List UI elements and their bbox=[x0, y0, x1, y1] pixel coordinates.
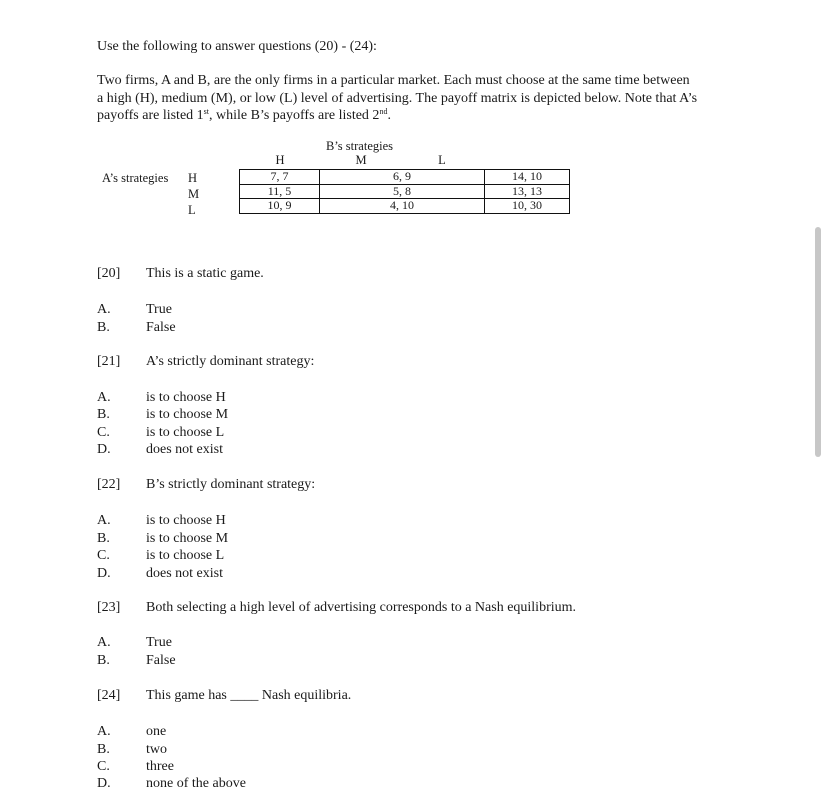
instructions: Use the following to answer questions (20) - (24): bbox=[97, 39, 377, 54]
question-number: [24] bbox=[97, 688, 121, 703]
matrix-cell: 11, 5 bbox=[240, 184, 320, 199]
question-stem: A’s strictly dominant strategy: bbox=[146, 354, 315, 369]
vertical-scrollbar[interactable] bbox=[815, 227, 821, 457]
matrix-row-m bbox=[240, 184, 570, 199]
row-label-m: M bbox=[188, 187, 200, 201]
row-label-l: L bbox=[188, 203, 196, 217]
question-number: [23] bbox=[97, 600, 121, 615]
matrix-cell: 5, 8 bbox=[320, 184, 485, 199]
matrix-cell: 4, 10 bbox=[320, 199, 485, 214]
matrix-cell: 10, 30 bbox=[485, 199, 570, 214]
matrix-cell: 7, 7 bbox=[240, 170, 320, 185]
scenario-line-2: a high (H), medium (M), or low (L) level of advertising. The payoff matrix is depicted below. Note that A’s bbox=[97, 90, 698, 106]
col-player-label: B’s strategies bbox=[326, 139, 394, 153]
col-label-h: H bbox=[275, 153, 285, 167]
question-number: [21] bbox=[97, 354, 121, 369]
scenario-line-3: payoffs are listed 1st, while B’s payoffs are listed 2nd. bbox=[97, 107, 391, 123]
question-number: [22] bbox=[97, 477, 121, 492]
matrix-row-l bbox=[240, 199, 570, 214]
scenario-line-1: Two firms, A and B, are the only firms in a particular market. Each must choose at the same time between bbox=[97, 73, 690, 88]
question-stem: Both selecting a high level of advertising corresponds to a Nash equilibrium. bbox=[146, 600, 577, 615]
col-label-m: M bbox=[355, 153, 367, 167]
row-player-label: A’s strategies bbox=[102, 171, 169, 185]
question-number: [20] bbox=[97, 266, 121, 281]
matrix-cell: 10, 9 bbox=[240, 199, 320, 214]
matrix-cell: 6, 9 bbox=[320, 170, 485, 185]
matrix-row-h bbox=[240, 170, 570, 185]
row-label-h: H bbox=[188, 171, 198, 185]
scenario-paragraph bbox=[97, 72, 737, 125]
question-stem: This game has ____ Nash equilibria. bbox=[146, 688, 352, 703]
matrix-cell: 14, 10 bbox=[485, 170, 570, 185]
payoff-matrix bbox=[239, 169, 570, 214]
matrix-cell: 13, 13 bbox=[485, 184, 570, 199]
question-stem: This is a static game. bbox=[146, 266, 264, 281]
question-stem: B’s strictly dominant strategy: bbox=[146, 477, 316, 492]
col-label-l: L bbox=[438, 153, 446, 167]
